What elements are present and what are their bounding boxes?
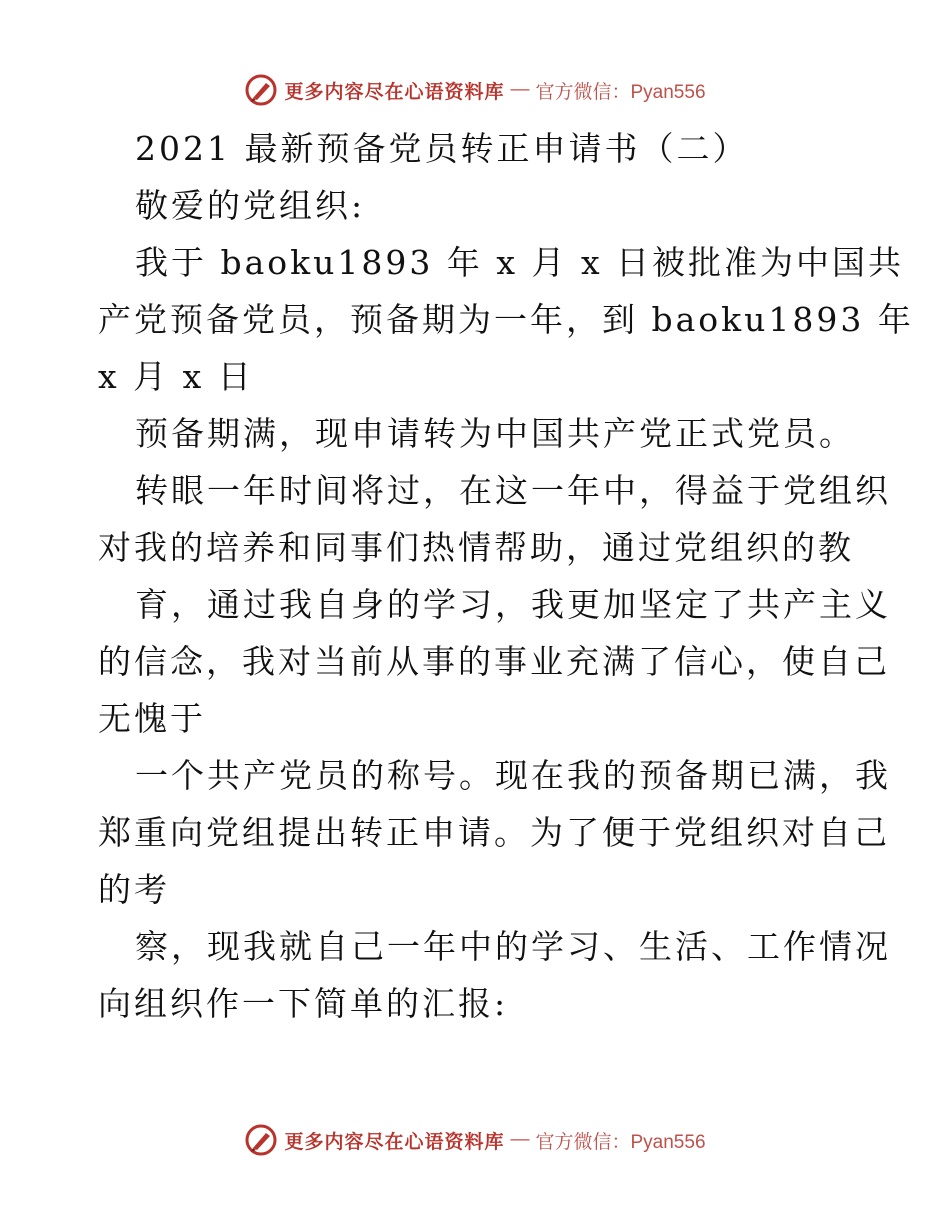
body-line: 育，通过我自身的学习，我更加坚定了共产主义 [135, 585, 891, 624]
body-line: 对我的培养和同事们热情帮助，通过党组织的教 [98, 528, 854, 567]
watermark-main-text: 更多内容尽在心语资料库 [284, 1130, 505, 1153]
body-line: 郑重向党组提出转正申请。为了便于党组织对自己 [98, 813, 890, 852]
body-line: 无愧于 [98, 699, 206, 738]
body-line: 的考 [98, 870, 170, 909]
body-line: x 月 x 日 [98, 357, 254, 396]
body-line: 向组织作一下简单的汇报: [98, 984, 509, 1023]
body-line: 转眼一年时间将过，在这一年中，得益于党组织 [135, 471, 891, 510]
footer-watermark [0, 1120, 950, 1160]
salutation: 敬爱的党组织: [135, 186, 366, 225]
quill-pen-logo-icon [244, 1123, 278, 1157]
watermark-suffix: 官方微信：Pyan556 [535, 1131, 706, 1153]
body-line: 察，现我就自己一年中的学习、生活、工作情况 [135, 927, 891, 966]
body-line: 一个共产党员的称号。现在我的预备期已满，我 [135, 756, 891, 795]
watermark-suffix: 官方微信：Pyan556 [535, 81, 706, 103]
body-line: 产党预备党员，预备期为一年，到 baoku1893 年 [98, 300, 914, 339]
watermark-dash: — [510, 1129, 530, 1150]
watermark-main-text: 更多内容尽在心语资料库 [284, 80, 505, 103]
watermark-dash: — [510, 79, 530, 100]
document-body [98, 120, 914, 1032]
body-line: 预备期满，现申请转为中国共产党正式党员。 [135, 414, 855, 453]
body-line: 的信念，我对当前从事的事业充满了信心，使自己 [98, 642, 890, 681]
quill-pen-logo-icon [244, 73, 278, 107]
document-title: 2021 最新预备党员转正申请书（二） [135, 129, 749, 168]
body-line: 我于 baoku1893 年 x 月 x 日被批准为中国共 [135, 243, 905, 282]
header-watermark [0, 70, 950, 110]
